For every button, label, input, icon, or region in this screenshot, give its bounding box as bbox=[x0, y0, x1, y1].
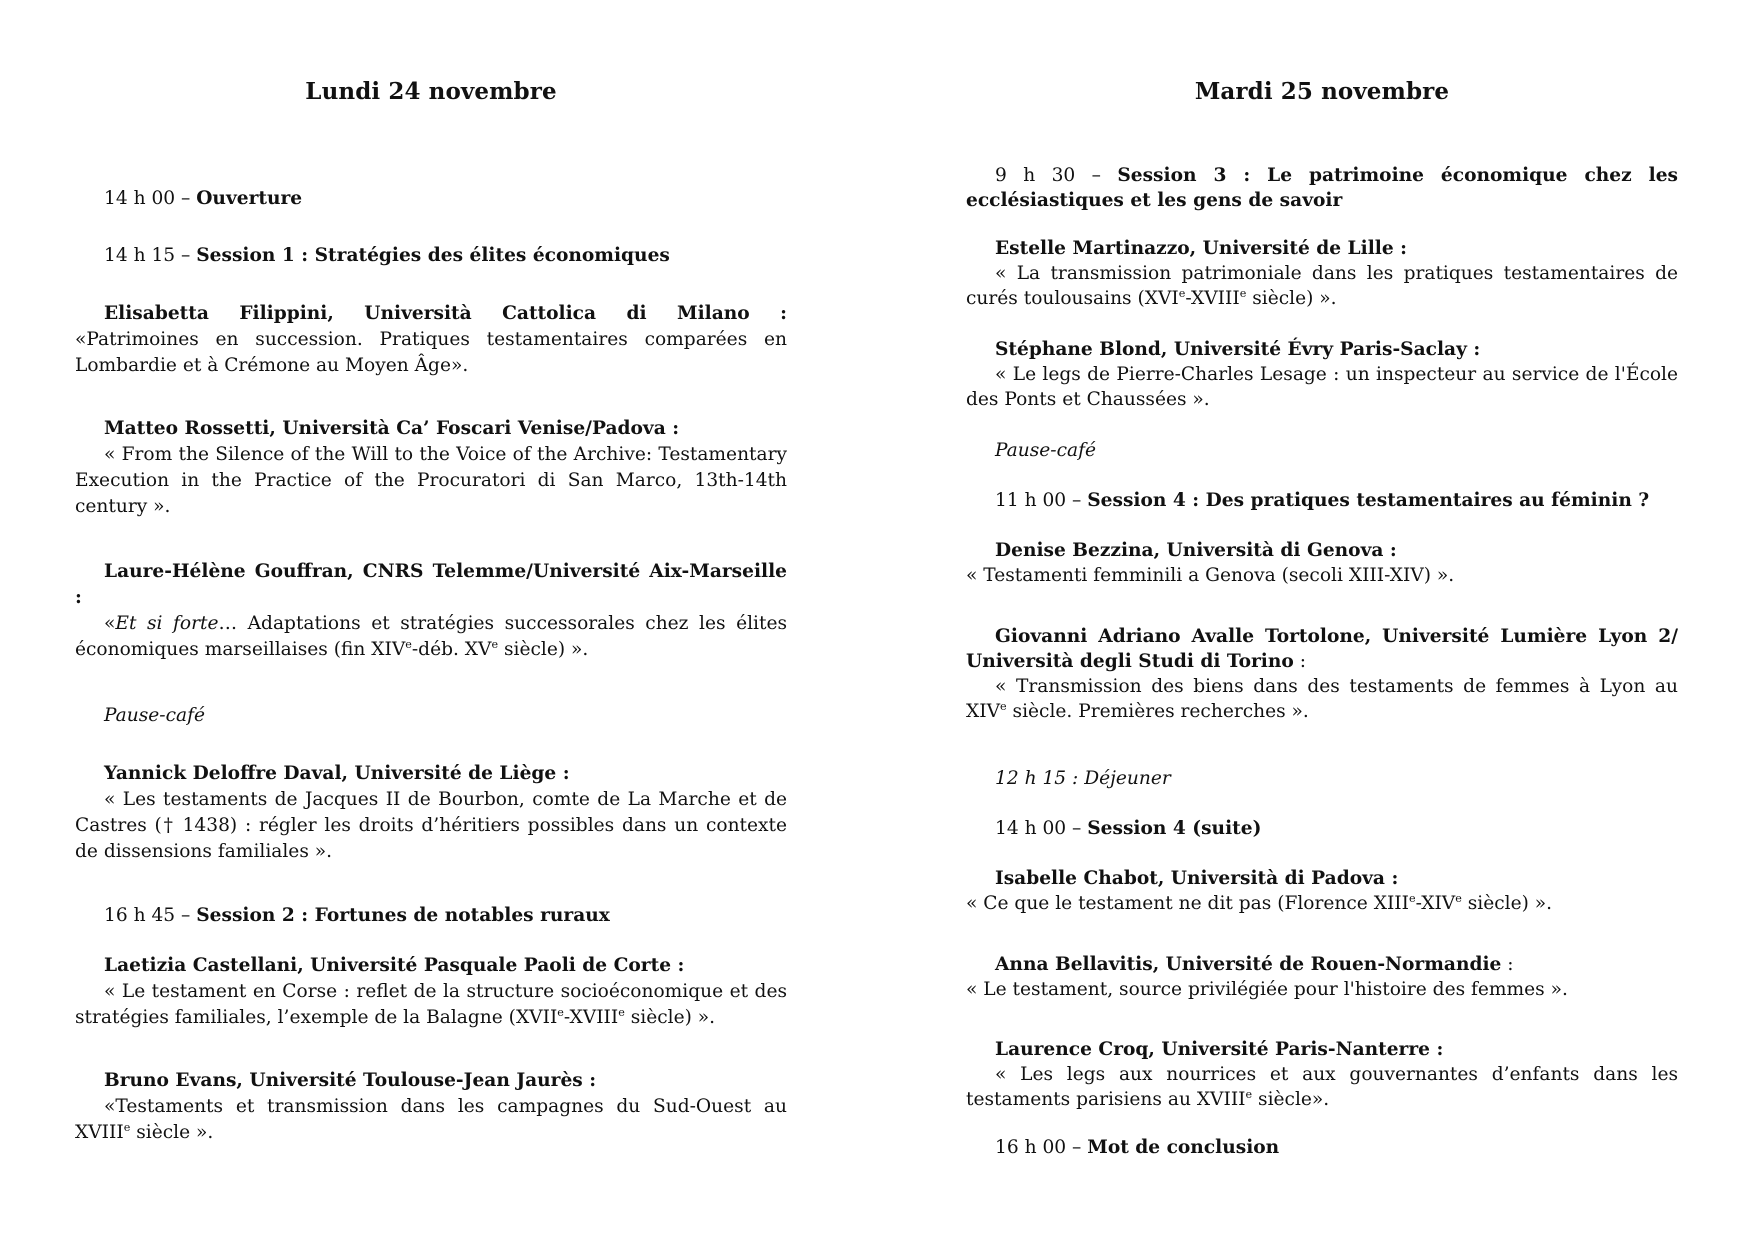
talk-title: « La transmission patrimoniale dans les pratiques testamentaires de curés toulousains (XVIe-XVIIIe siècle) ». bbox=[966, 263, 1678, 309]
talk-blond bbox=[966, 337, 1678, 412]
day-title-monday: Lundi 24 novembre bbox=[305, 78, 557, 105]
talk-bellavitis bbox=[966, 952, 1678, 1002]
talk-title: «Testaments et transmission dans les campagnes du Sud-Ouest au XVIIIe siècle ». bbox=[75, 1096, 787, 1143]
speaker-name: Giovanni Adriano Avalle Tortolone, Université Lumière Lyon 2/ Università degli Studi di Torino : bbox=[966, 626, 1678, 672]
talk-title: « Le legs de Pierre-Charles Lesage : un inspecteur au service de l'École des Ponts et Chaussées ». bbox=[966, 364, 1678, 410]
session-heading-1 bbox=[75, 243, 787, 269]
talk-martinazzo bbox=[966, 236, 1678, 311]
talk-deloffre-daval bbox=[75, 761, 787, 865]
session-time: 14 h 15 – bbox=[104, 245, 197, 266]
item-label: Ouverture bbox=[196, 188, 303, 209]
speaker-name: Anna Bellavitis, Université de Rouen-Normandie : bbox=[995, 954, 1514, 975]
talk-title: « Le testament en Corse : reflet de la structure socioéconomique et des stratégies familiales, l’exemple de la Balagne (XVIIe-XVIIIe siècle) ». bbox=[75, 981, 787, 1028]
speaker-name: Laure-Hélène Gouffran, CNRS Telemme/Université Aix-Marseille : bbox=[75, 561, 787, 608]
speaker-name: Bruno Evans, Université Toulouse-Jean Jaurès : bbox=[104, 1070, 597, 1091]
talk-rossetti bbox=[75, 416, 787, 520]
session-title: Session 4 : Des pratiques testamentaires au féminin ? bbox=[1087, 490, 1650, 511]
talk-title: «Et si forte… Adaptations et stratégies successorales chez les élites économiques marseillaises (fin XIVe-déb. XVe siècle) ». bbox=[75, 613, 788, 660]
session-title: Session 4 (suite) bbox=[1087, 818, 1262, 839]
coffee-break: Pause-café bbox=[995, 440, 1096, 461]
talk-title: « Les legs aux nourrices et aux gouvernantes d’enfants dans les testaments parisiens au XVIIIe siècle». bbox=[966, 1064, 1678, 1110]
talk-title: « Les testaments de Jacques II de Bourbon, comte de La Marche et de Castres († 1438) : régler les droits d’héritiers possibles dans un contexte de dissensions familiales ». bbox=[75, 789, 787, 862]
session-time: 9 h 30 – bbox=[995, 165, 1118, 186]
lunch-break: 12 h 15 : Déjeuner bbox=[995, 768, 1171, 789]
talk-title: «Patrimoines en succession. Pratiques testamentaires comparées en Lombardie et à Crémone au Moyen Âge». bbox=[75, 329, 787, 376]
talk-avalle-tortolone bbox=[966, 624, 1678, 724]
talk-filippini bbox=[75, 301, 787, 379]
session-title: Session 3 : Le patrimoine économique chez les ecclésiastiques et les gens de savoir bbox=[966, 165, 1678, 211]
speaker-name: Matteo Rossetti, Università Ca’ Foscari Venise/Padova : bbox=[104, 418, 680, 439]
talk-bezzina bbox=[966, 538, 1678, 588]
talk-title: « Le testament, source privilégiée pour l'histoire des femmes ». bbox=[966, 979, 1568, 1000]
session-time: 14 h 00 – bbox=[995, 818, 1088, 839]
agenda-item-opening bbox=[75, 186, 787, 212]
talk-castellani bbox=[75, 953, 787, 1031]
session-heading-3 bbox=[966, 163, 1678, 213]
speaker-name: Yannick Deloffre Daval, Université de Liège : bbox=[104, 763, 570, 784]
item-time: 14 h 00 – bbox=[104, 188, 197, 209]
talk-evans bbox=[75, 1068, 787, 1146]
speaker-name: Denise Bezzina, Università di Genova : bbox=[995, 540, 1397, 561]
session-time: 16 h 45 – bbox=[104, 905, 197, 926]
speaker-name: Laetizia Castellani, Université Pasquale Paoli de Corte : bbox=[104, 955, 685, 976]
speaker-name: Laurence Croq, Université Paris-Nanterre : bbox=[995, 1039, 1444, 1060]
item-time: 16 h 00 – bbox=[995, 1137, 1088, 1158]
talk-croq bbox=[966, 1037, 1678, 1112]
talk-title: « From the Silence of the Will to the Voice of the Archive: Testamentary Execution in the Practice of the Procuratori di San Marco, 13th-14th century ». bbox=[75, 444, 787, 517]
coffee-break: Pause-café bbox=[104, 705, 205, 726]
talk-chabot bbox=[966, 866, 1678, 916]
session-heading-2 bbox=[75, 903, 787, 929]
talk-title: « Transmission des biens dans des testaments de femmes à Lyon au XIVe siècle. Premières recherches ». bbox=[966, 676, 1678, 722]
talk-gouffran bbox=[75, 559, 787, 663]
speaker-name: Estelle Martinazzo, Université de Lille : bbox=[995, 238, 1407, 259]
session-heading-4-continued bbox=[966, 816, 1678, 841]
speaker-name: Isabelle Chabot, Università di Padova : bbox=[995, 868, 1399, 889]
session-time: 11 h 00 – bbox=[995, 490, 1088, 511]
speaker-name: Elisabetta Filippini, Università Cattolica di Milano : bbox=[104, 303, 787, 324]
session-title: Session 2 : Fortunes de notables ruraux bbox=[196, 905, 610, 926]
session-title: Session 1 : Stratégies des élites économiques bbox=[196, 245, 670, 266]
agenda-item-conclusion bbox=[966, 1135, 1678, 1160]
item-label: Mot de conclusion bbox=[1087, 1137, 1280, 1158]
talk-title: « Testamenti femminili a Genova (secoli XIII-XIV) ». bbox=[966, 565, 1455, 586]
day-title-tuesday: Mardi 25 novembre bbox=[1194, 78, 1450, 105]
talk-title: « Ce que le testament ne dit pas (Florence XIIIe-XIVe siècle) ». bbox=[966, 891, 1553, 914]
session-heading-4 bbox=[966, 488, 1678, 513]
speaker-name: Stéphane Blond, Université Évry Paris-Saclay : bbox=[995, 339, 1481, 360]
